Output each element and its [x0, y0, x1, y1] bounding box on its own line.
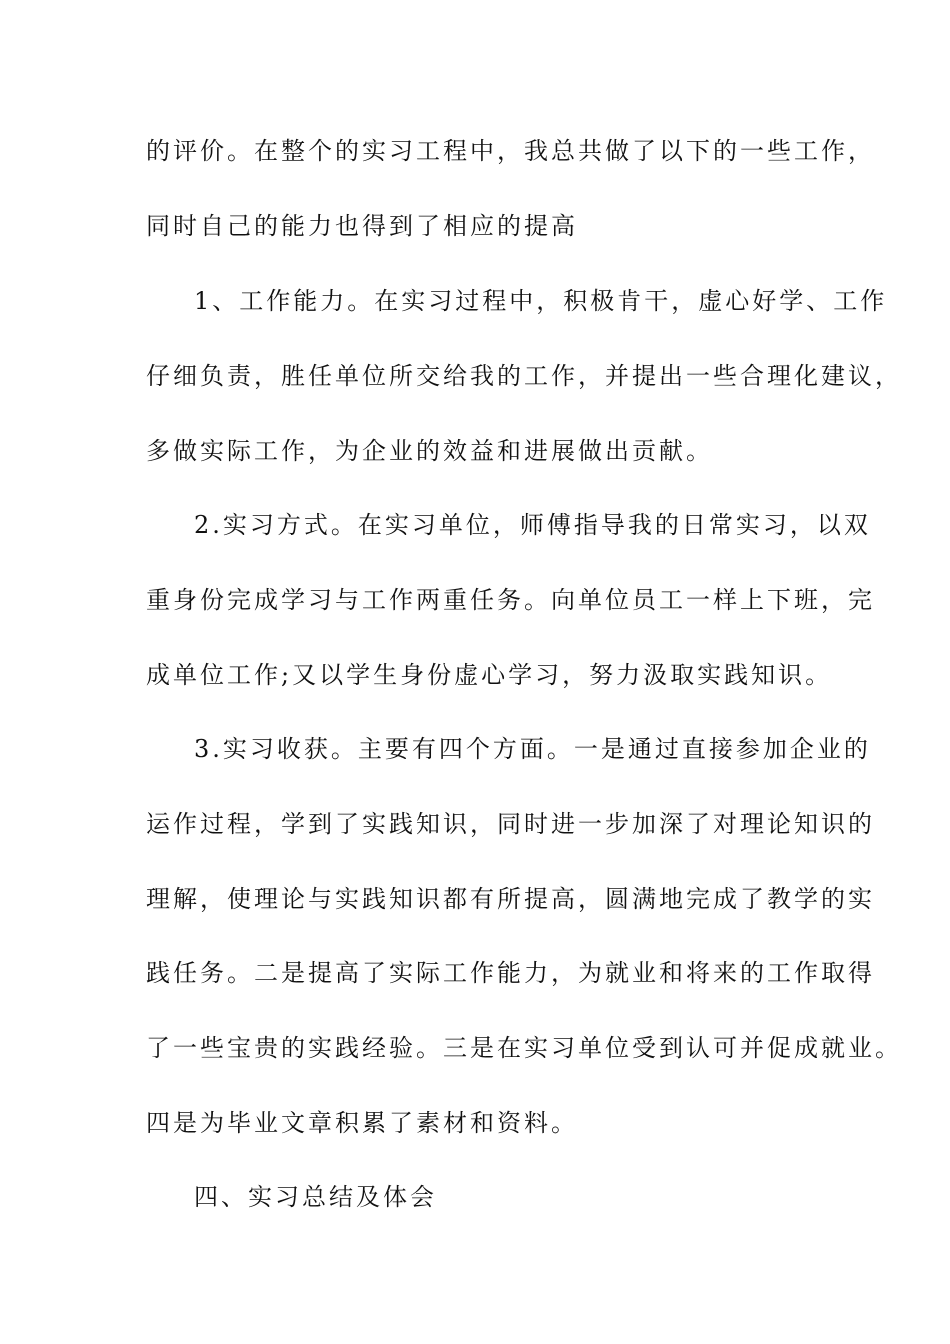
- paragraph-1-start: 1、工作能力。在实习过程中，积极肯干，虚心好学、工作: [194, 287, 888, 315]
- section-heading: 四、实习总结及体会: [194, 1183, 437, 1211]
- text-line: 了一些宝贵的实践经验。三是在实习单位受到认可并促成就业。: [146, 1034, 902, 1062]
- text-line: 的评价。在整个的实习工程中，我总共做了以下的一些工作，: [146, 137, 875, 165]
- text-line: 理解，使理论与实践知识都有所提高，圆满地完成了教学的实: [146, 885, 875, 913]
- text-line: 四是为毕业文章积累了素材和资料。: [146, 1109, 578, 1137]
- text-line: 践任务。二是提高了实际工作能力，为就业和将来的工作取得: [146, 959, 875, 987]
- text-line: 重身份完成学习与工作两重任务。向单位员工一样上下班，完: [146, 586, 875, 614]
- text-line: 多做实际工作，为企业的效益和进展做出贡献。: [146, 437, 713, 465]
- text-line: 同时自己的能力也得到了相应的提高: [146, 212, 578, 240]
- paragraph-3-start: 3.实习收获。主要有四个方面。一是通过直接参加企业的: [194, 735, 871, 763]
- text-line: 成单位工作;又以学生身份虚心学习，努力汲取实践知识。: [146, 661, 833, 689]
- paragraph-2-start: 2.实习方式。在实习单位，师傅指导我的日常实习，以双: [194, 511, 871, 539]
- text-line: 仔细负责，胜任单位所交给我的工作，并提出一些合理化建议，: [146, 362, 902, 390]
- text-line: 运作过程，学到了实践知识，同时进一步加深了对理论知识的: [146, 810, 875, 838]
